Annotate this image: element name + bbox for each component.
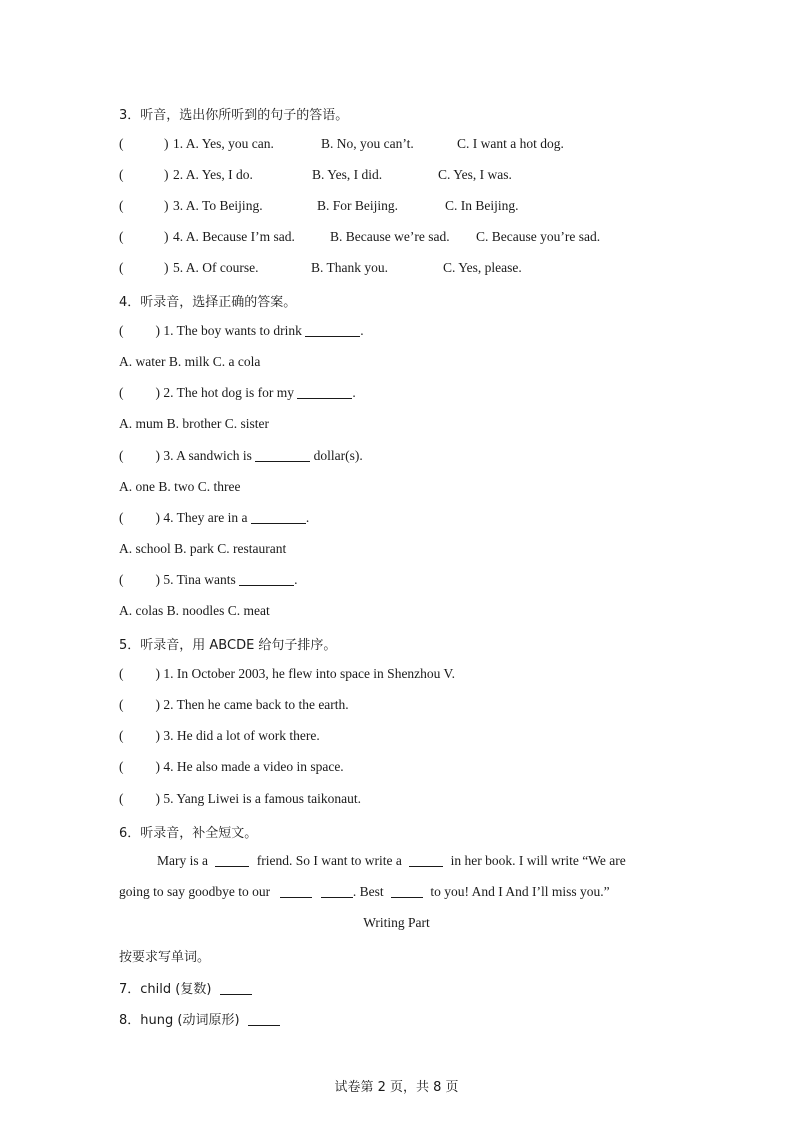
answer-paren-close[interactable]: ) — [164, 260, 169, 275]
answer-paren-close[interactable]: ) — [164, 136, 169, 151]
answer-paren-open[interactable]: ( — [119, 666, 124, 681]
option-c: C. Yes, please. — [443, 260, 522, 275]
cloze-text: . Best — [352, 884, 384, 899]
option-c: C. Yes, I was. — [438, 167, 512, 182]
answer-options: A. mum B. brother C. sister — [119, 416, 269, 431]
answer-blank[interactable] — [255, 449, 310, 462]
question — [119, 448, 363, 464]
cloze-blank[interactable] — [280, 885, 312, 898]
question-tail: . — [352, 385, 356, 400]
question-tail: . — [305, 510, 310, 525]
option-b: B. Yes, I did. — [312, 167, 383, 182]
writing-instruction: 按要求写单词。 — [119, 950, 211, 965]
ordering-item — [119, 697, 349, 713]
question-text: 4. They are in a — [163, 510, 248, 525]
section-5-heading: 5．听录音，用 ABCDE 给句子排序。 — [119, 638, 337, 653]
question-text: 1. The boy wants to drink — [163, 323, 302, 338]
answer-paren-close[interactable]: ) — [155, 666, 160, 681]
answer-paren-open[interactable]: ( — [119, 229, 124, 244]
answer-paren-open[interactable]: ( — [119, 136, 124, 151]
answer-paren-close[interactable]: ) — [164, 167, 169, 182]
answer-paren-open[interactable]: ( — [119, 510, 124, 525]
option-b: B. Thank you. — [311, 260, 388, 275]
answer-paren-open[interactable]: ( — [119, 697, 124, 712]
answer-paren-close[interactable]: ) — [155, 510, 160, 525]
answer-paren-close[interactable]: ) — [155, 385, 160, 400]
cloze-blank[interactable] — [321, 885, 353, 898]
ordering-item — [119, 759, 344, 775]
cloze-paragraph-line-1 — [157, 853, 626, 869]
sentence-text: 3. He did a lot of work there. — [163, 728, 320, 743]
answer-paren-open[interactable]: ( — [119, 572, 124, 587]
answer-paren-open[interactable]: ( — [119, 791, 124, 806]
option-a: 5. A. Of course. — [173, 260, 259, 275]
option-a: 1. A. Yes, you can. — [173, 136, 274, 151]
question-text: 3. A sandwich is — [163, 448, 252, 463]
cloze-text: to you! And I And I’ll miss you.” — [430, 884, 610, 899]
answer-paren-close[interactable]: ) — [164, 229, 169, 244]
answer-options: A. water B. milk C. a cola — [119, 354, 261, 369]
question-8 — [119, 1009, 280, 1028]
question-text: 7．child (复数) — [119, 982, 212, 997]
sentence-text: 1. In October 2003, he flew into space in Shenzhou V. — [163, 666, 455, 681]
ordering-item — [119, 666, 455, 682]
cloze-paragraph-line-2 — [119, 884, 610, 900]
question — [119, 510, 309, 526]
option-c: C. In Beijing. — [445, 198, 519, 213]
answer-options: A. colas B. noodles C. meat — [119, 603, 270, 618]
answer-options: A. school B. park C. restaurant — [119, 541, 287, 556]
cloze-text: in her book. I will write “We are — [450, 853, 626, 868]
answer-paren-close[interactable]: ) — [155, 572, 160, 587]
question-text: 5. Tina wants — [163, 572, 236, 587]
cloze-blank[interactable] — [409, 854, 443, 867]
answer-options: A. one B. two C. three — [119, 479, 241, 494]
question-tail: . — [294, 572, 298, 587]
section-3-heading: 3．听音，选出你所听到的句子的答语。 — [119, 108, 349, 123]
question-tail: . — [360, 323, 364, 338]
answer-blank[interactable] — [220, 982, 252, 995]
sentence-text: 5. Yang Liwei is a famous taikonaut. — [163, 791, 361, 806]
option-a: 2. A. Yes, I do. — [173, 167, 253, 182]
answer-paren-close[interactable]: ) — [164, 198, 169, 213]
answer-paren-open[interactable]: ( — [119, 385, 124, 400]
answer-paren-close[interactable]: ) — [155, 759, 160, 774]
answer-paren-open[interactable]: ( — [119, 198, 124, 213]
sentence-text: 4. He also made a video in space. — [163, 759, 344, 774]
answer-blank[interactable] — [239, 573, 294, 586]
option-a: 3. A. To Beijing. — [173, 198, 263, 213]
answer-blank[interactable] — [248, 1013, 280, 1026]
question-text: 2. The hot dog is for my — [163, 385, 294, 400]
option-a: 4. A. Because I’m sad. — [173, 229, 295, 244]
answer-paren-close[interactable]: ) — [155, 791, 160, 806]
cloze-blank[interactable] — [391, 885, 423, 898]
option-b: B. Because we’re sad. — [330, 229, 450, 244]
cloze-text: going to say goodbye to our — [119, 884, 271, 899]
answer-paren-close[interactable]: ) — [155, 448, 160, 463]
answer-paren-open[interactable]: ( — [119, 728, 124, 743]
cloze-text: friend. So I want to write a — [256, 853, 402, 868]
question — [119, 572, 298, 588]
sentence-text: 2. Then he came back to the earth. — [163, 697, 349, 712]
question — [119, 323, 364, 339]
cloze-text: Mary is a — [157, 853, 208, 868]
answer-paren-open[interactable]: ( — [119, 260, 124, 275]
answer-paren-open[interactable]: ( — [119, 167, 124, 182]
question-text: 8．hung (动词原形) — [119, 1013, 240, 1028]
question — [119, 385, 356, 401]
option-c: C. I want a hot dog. — [457, 136, 564, 151]
section-6-heading: 6．听录音，补全短文。 — [119, 826, 258, 841]
option-b: B. No, you can’t. — [321, 136, 414, 151]
ordering-item — [119, 791, 361, 807]
answer-paren-open[interactable]: ( — [119, 759, 124, 774]
answer-blank[interactable] — [297, 386, 352, 399]
answer-paren-open[interactable]: ( — [119, 448, 124, 463]
option-b: B. For Beijing. — [317, 198, 399, 213]
answer-paren-close[interactable]: ) — [155, 323, 160, 338]
answer-paren-open[interactable]: ( — [119, 323, 124, 338]
answer-paren-close[interactable]: ) — [155, 697, 160, 712]
question-7 — [119, 978, 252, 997]
answer-blank[interactable] — [305, 324, 360, 337]
page-footer: 试卷第 2 页，共 8 页 — [334, 1080, 459, 1095]
ordering-item — [119, 728, 320, 744]
answer-paren-close[interactable]: ) — [155, 728, 160, 743]
answer-blank[interactable] — [251, 511, 306, 524]
option-c: C. Because you’re sad. — [476, 229, 601, 244]
section-4-heading: 4．听录音，选择正确的答案。 — [119, 295, 297, 310]
question-tail: dollar(s). — [313, 448, 363, 463]
cloze-blank[interactable] — [215, 854, 249, 867]
writing-part-title: Writing Part — [363, 915, 430, 930]
